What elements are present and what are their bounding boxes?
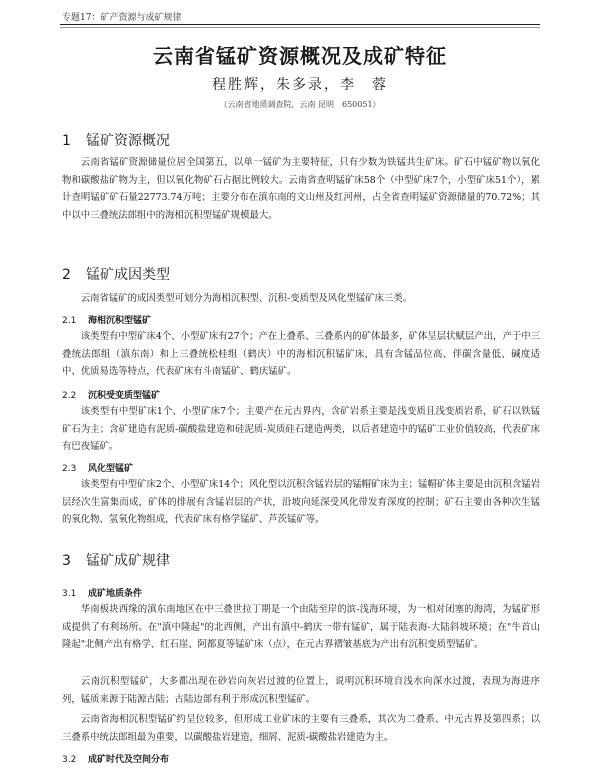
section-heading-3 xyxy=(62,550,170,570)
section-heading-1 xyxy=(62,130,170,150)
subsection-title: 风化型锰矿 xyxy=(88,464,134,474)
subsection-heading-3-1 xyxy=(62,586,142,599)
subsection-number: 2.1 xyxy=(62,316,77,326)
paragraph: 云南省海相沉积型锰矿约呈位较多，但形成工业矿床的主要有三叠系，其次为二叠系、中元古界及第四系；以三叠系中统法郎组最为重要，以碳酸盐岩建造，细屑、泥质-碳酸盐岩建造为主。 xyxy=(62,714,540,743)
paragraph: 该类型有中型矿床2个、小型矿床14个；风化型以沉积含锰岩层的锰帽矿床为主；锰帽矿体主要是由沉积含锰岩层经次生富集而成，矿体的排展有含锰岩层的产状，沿坡向延深受风化带发育深度的控制；矿石主要由各种次生锰的氧化物、氢氧化物组成，代表矿床有格学锰矿、芦茨锰矿等。 xyxy=(62,479,540,525)
section-number: 1 xyxy=(62,133,71,149)
section-number: 3 xyxy=(62,553,71,569)
paragraph: 华南板块西缘的滇东南地区在中三叠世拉丁期是一个由陆至岸的滨-浅海环境，为一相对闭塞的海湾，为锰矿形成提供了有利场所。在"滇中隆起"的北西侧，产出有滇中-鹤庆一带有锰矿，属于陆表海-大陆斜坡环境；在"牛首山隆起"北侧产出有格学、红石崖、阿都夏等锰矿床（点），在元古界褶皱基底为产出有沉积变质型锰矿。 xyxy=(62,604,540,650)
section-title: 锰矿成矿规律 xyxy=(86,553,170,569)
subsection-number: 2.3 xyxy=(62,464,77,474)
paragraph: 云南沉积型锰矿，大多都出现在砂岩向灰岩过渡的位置上，说明沉积环境自浅水向深水过渡，表现为海进序列，锰质来源于陆源古陆；古陆边部有利于形成沉积型锰矿。 xyxy=(62,676,540,705)
section-heading-2 xyxy=(62,264,170,284)
header-rule-thin xyxy=(60,27,540,28)
section-title: 锰矿成因类型 xyxy=(86,267,170,283)
subsection-title: 成矿地质条件 xyxy=(88,589,143,599)
subsection-title: 海相沉积型锰矿 xyxy=(88,316,152,326)
paragraph: 云南省锰矿的成因类型可划分为海相沉积型、沉积-变质型及风化型锰矿床三类。 xyxy=(80,293,413,304)
header-rule xyxy=(60,24,540,25)
article-title: 云南省锰矿资源概况及成矿特征 xyxy=(153,44,447,68)
section-title: 锰矿资源概况 xyxy=(86,133,170,149)
subsection-number: 2.2 xyxy=(62,391,77,401)
subsection-title: 成矿时代及空间分布 xyxy=(88,755,170,765)
article-authors: 程胜辉，朱多录，李 蓉 xyxy=(212,77,388,93)
subsection-heading-2-3 xyxy=(62,461,133,474)
article-affiliation: （云南省地质调查院，云南 昆明 650051） xyxy=(219,100,381,109)
subsection-heading-3-2 xyxy=(62,752,169,765)
subsection-title: 沉积受变质型锰矿 xyxy=(88,391,161,401)
paragraph: 该类型有中型矿床4个、小型矿床有27个；产在上叠系、三叠系内的矿体最多，矿体呈层状赋层产出，产于中三叠统法郎组（滇东南）和上三叠统松桂组（鹤庆）中的海相沉积锰矿床，具有含锰品位高、伴碳含量低、碱度适中、优质易选等特点，代表矿床有斗南锰矿、鹤庆锰矿。 xyxy=(62,331,540,377)
running-head: 专题17：矿产资源与成矿规律 xyxy=(62,13,182,23)
subsection-heading-2-2 xyxy=(62,388,160,401)
paragraph: 该类型有中型矿床1个、小型矿床7个；主要产在元古界内，含矿岩系主要是浅变质且浅变质岩系，矿石以铁锰矿石为主；含矿建造有泥质-碳酸盐建造和硅泥质-炭质硅石建造两类，以后者建造中的锰矿工业价值较高，代表矿床有巴夜锰矿。 xyxy=(62,406,540,452)
subsection-number: 3.1 xyxy=(62,589,77,599)
subsection-heading-2-1 xyxy=(62,313,151,326)
subsection-number: 3.2 xyxy=(62,755,77,765)
section-number: 2 xyxy=(62,267,71,283)
paragraph: 云南省锰矿资源储量位居全国第五，以单一锰矿为主要特征，只有少数为铁锰共生矿床。矿石中锰矿物以氧化物和碳酸盐矿物为主，但以氧化物矿石占据比例较大。云南省查明锰矿床58个（中型矿床7个，小型矿床51个），累计查明锰矿矿石量22773.74万吨；主要分布在滇东南的文山州及红河州，占全省查明锰矿资源储量的70.72%；其中以中三叠统法郎组中的海相沉积型锰矿规模最大。 xyxy=(62,157,540,221)
